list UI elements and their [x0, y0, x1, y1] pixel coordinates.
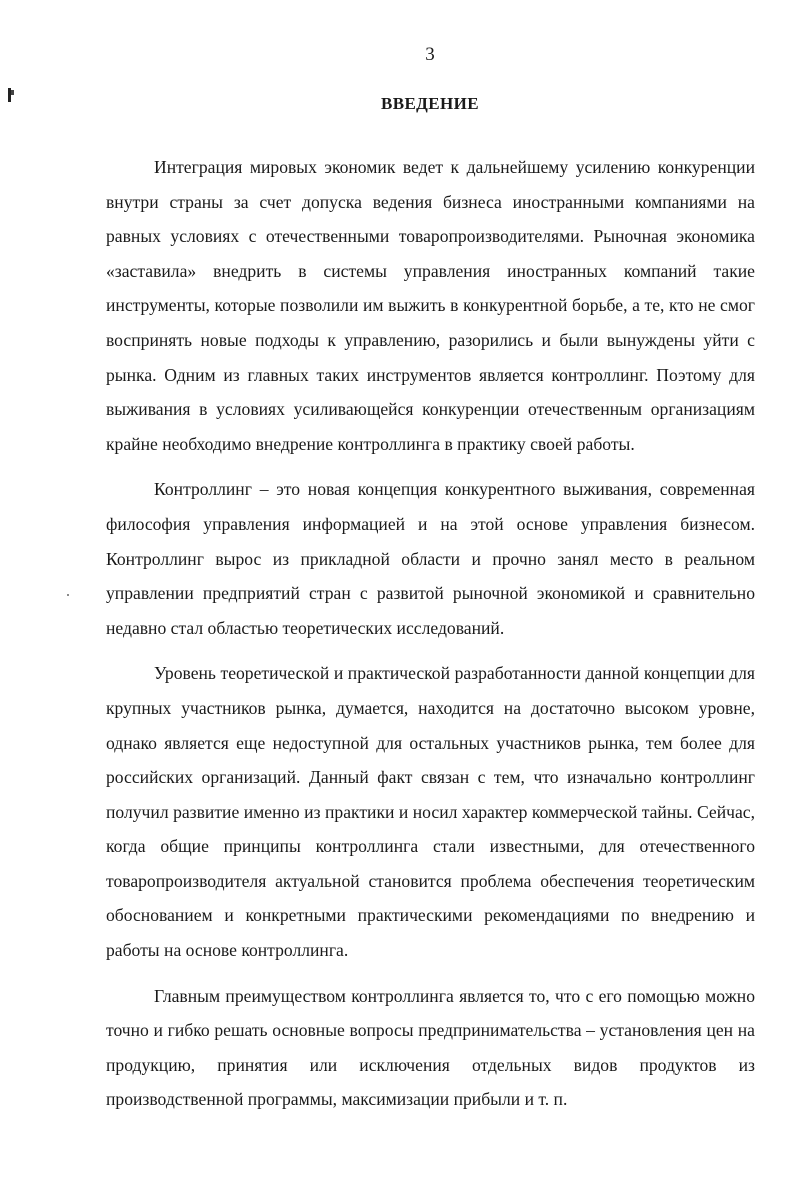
document-body	[106, 150, 755, 1128]
paragraph-1: Интеграция мировых экономик ведет к дальнейшему усилению конкуренции внутри страны за счет допуска ведения бизнеса иностранными компаниями на равных условиях с отечественными товаропроизводителями. Рыночная экономика «заставила» внедрить в системы управления иностранных компаний такие инструменты, которые позволили им выжить в конкурентной борьбе, а те, кто не смог воспринять новые подходы к управлению, разорились и были вынуждены уйти с рынка. Одним из главных таких инструментов является контроллинг. Поэтому для выживания в условиях усиливающейся конкуренции отечественным организациям крайне необходимо внедрение контроллинга в практику своей работы.	[106, 157, 755, 454]
paragraph-4: Главным преимуществом контроллинга является то, что с его помощью можно точно и гибко решать основные вопросы предпринимательства – установления цен на продукцию, принятия или исключения отдельных видов продуктов из производственной программы, максимизации прибыли и т. п.	[106, 985, 755, 1110]
page-number: 3	[425, 44, 435, 65]
section-heading: ВВЕДЕНИЕ	[380, 94, 480, 113]
paragraph-3: Уровень теоретической и практической разработанности данной концепции для крупных участников рынка, думается, находится на достаточно высоком уровне, однако является еще недоступной для остальных участников рынка, тем более для российских организаций. Данный факт связан с тем, что изначально контроллинг получил развитие именно из практики и носил характер коммерческой тайны. Сейчас, когда общие принципы контроллинга стали известными, для отечественного товаропроизводителя актуальной становится проблема обеспечения теоретическим обоснованием и конкретными практическими рекомендациями по внедрению и работы на основе контроллинга.	[106, 663, 755, 961]
paragraph-2: Контроллинг – это новая концепция конкурентного выживания, современная философия управления информацией и на этой основе управления бизнесом. Контроллинг вырос из прикладной области и прочно занял место в реальном управлении предприятий стран с развитой рыночной экономикой и сравнительно недавно стал областью теоретических исследований.	[106, 479, 755, 638]
scan-artifact-speck	[67, 594, 69, 596]
